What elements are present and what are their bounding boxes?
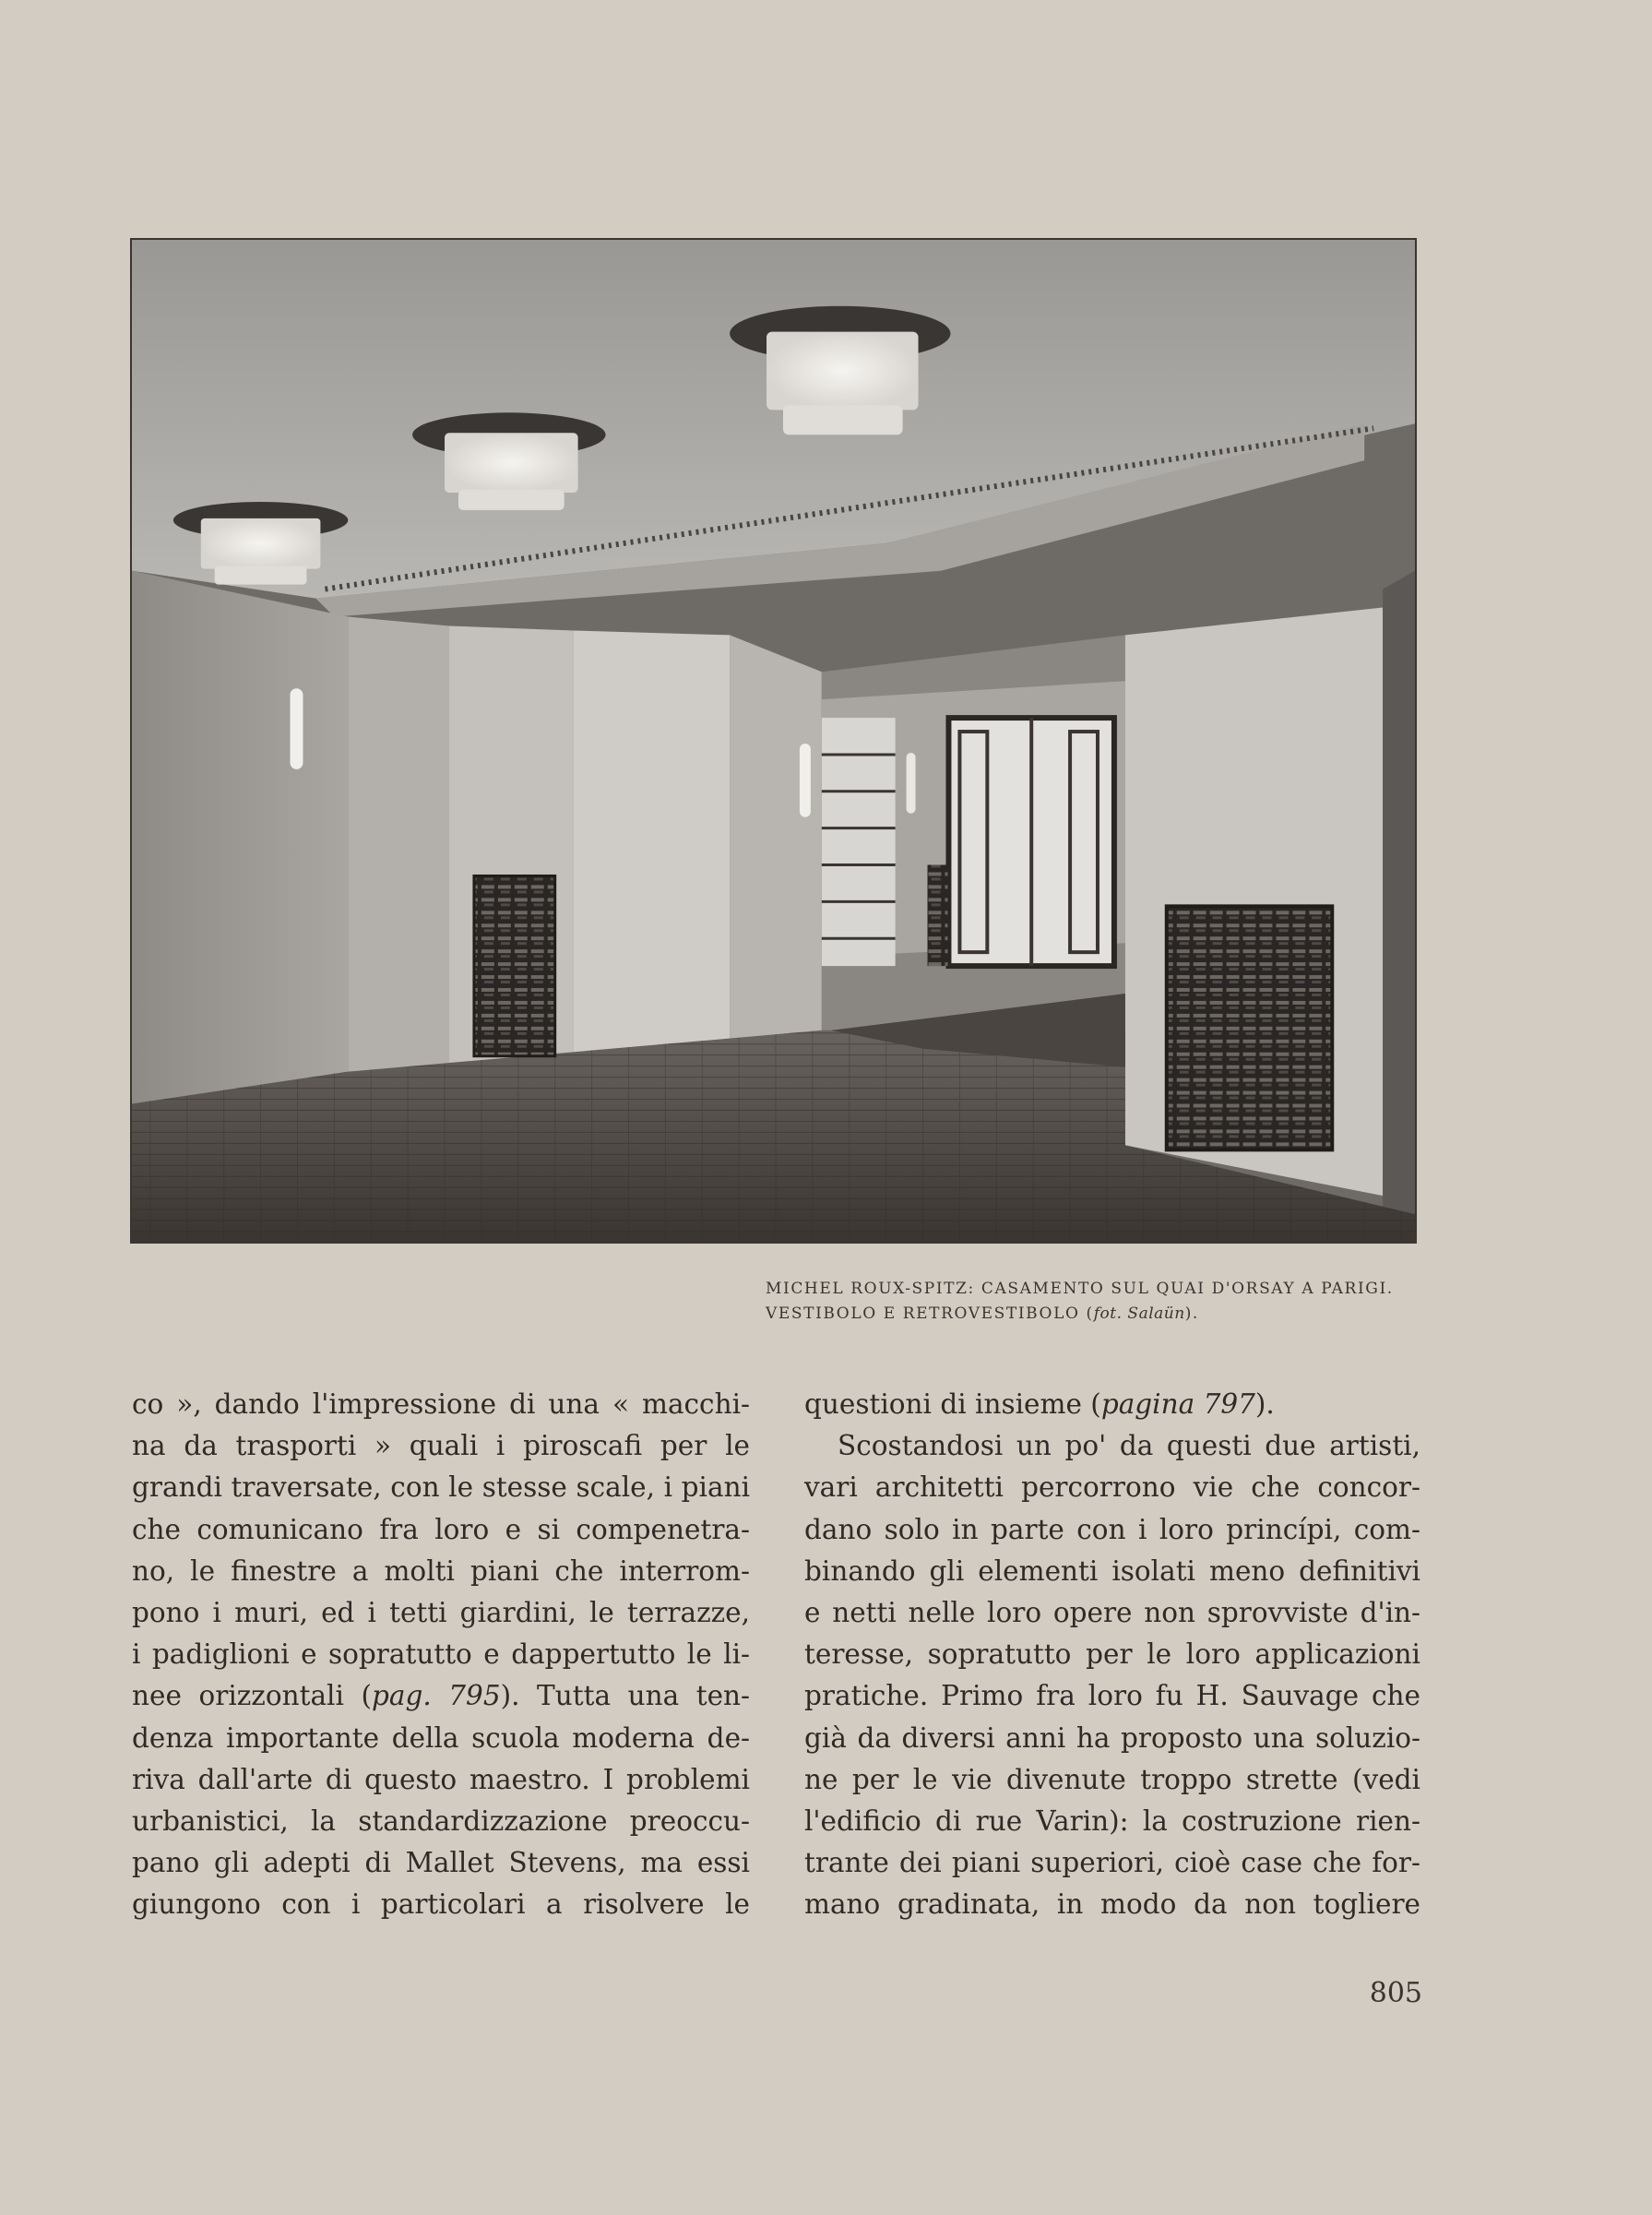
caption-line-2 <box>766 1302 1411 1327</box>
text-line: grandi traversate, con le stesse scale, i piani <box>132 1471 750 1504</box>
text-line: pano gli adepti di Mallet Stevens, ma essi <box>132 1847 750 1879</box>
page-reference: pag. 795 <box>372 1680 501 1712</box>
text-line: pono i muri, ed i tetti giardini, le terrazze, <box>132 1597 750 1629</box>
caption-line-2-prefix: VESTIBOLO E RETROVESTIBOLO ( <box>766 1304 1094 1323</box>
text-line: già da diversi anni ha proposto una soluzio- <box>804 1721 1420 1754</box>
text-line: nee orizzontali (pag. 795). Tutta una ten- <box>132 1680 751 1712</box>
caption-line-1: MICHEL ROUX-SPITZ: CASAMENTO SUL QUAI D'ORSAY A PARIGI. <box>766 1280 1394 1298</box>
text-line: mano gradinata, in modo da non togliere <box>804 1888 1420 1921</box>
photo-caption <box>766 1277 1411 1327</box>
photo-credit: fot. Salaün <box>1093 1304 1185 1323</box>
text-line: binando gli elementi isolati meno definitivi <box>804 1554 1420 1587</box>
page-number: 805 <box>1369 1977 1422 2009</box>
text-line: e netti nelle loro opere non sprovviste d'in- <box>804 1597 1420 1629</box>
text-line: no, le finestre a molti piani che interrom- <box>132 1554 750 1587</box>
text-line: urbanistici, la standardizzazione preoccu- <box>132 1805 750 1838</box>
interior-photograph <box>130 238 1417 1244</box>
text-line: teresse, sopratutto per le loro applicazioni <box>804 1638 1420 1671</box>
text-line: i padiglioni e sopratutto e dappertutto le li- <box>132 1638 750 1671</box>
text-line: giungono con i particolari a risolvere le <box>132 1888 750 1921</box>
text-line: che comunicano fra loro e si compenetra- <box>132 1513 750 1545</box>
page-reference: pagina 797 <box>1100 1388 1255 1420</box>
interior-photo-icon <box>132 240 1415 1242</box>
left-text-column <box>132 1384 750 1926</box>
text-line: Scostandosi un po' da questi due artisti, <box>838 1430 1420 1462</box>
text-line: dano solo in parte con i loro princípi, com- <box>804 1513 1420 1545</box>
text-line: trante dei piani superiori, cioè case che for- <box>804 1847 1420 1879</box>
text-line: denza importante della scuola moderna de- <box>132 1721 750 1754</box>
text-line: na da trasporti » quali i piroscafi per le <box>132 1430 750 1462</box>
text-line: riva dall'arte di questo maestro. I problemi <box>132 1763 750 1795</box>
text-line: vari architetti percorrono vie che concor- <box>804 1471 1420 1504</box>
text-line: l'edificio di rue Varin): la costruzione rien- <box>804 1805 1420 1838</box>
right-text-column <box>804 1384 1420 1926</box>
text-line: questioni di insieme (pagina 797). <box>804 1388 1275 1420</box>
caption-line-2-suffix: ). <box>1184 1304 1199 1323</box>
text-line: co », dando l'impressione di una « macchi- <box>132 1388 750 1420</box>
text-line: pratiche. Primo fra loro fu H. Sauvage che <box>804 1680 1420 1712</box>
text-line: ne per le vie divenute troppo strette (vedi <box>804 1763 1420 1795</box>
